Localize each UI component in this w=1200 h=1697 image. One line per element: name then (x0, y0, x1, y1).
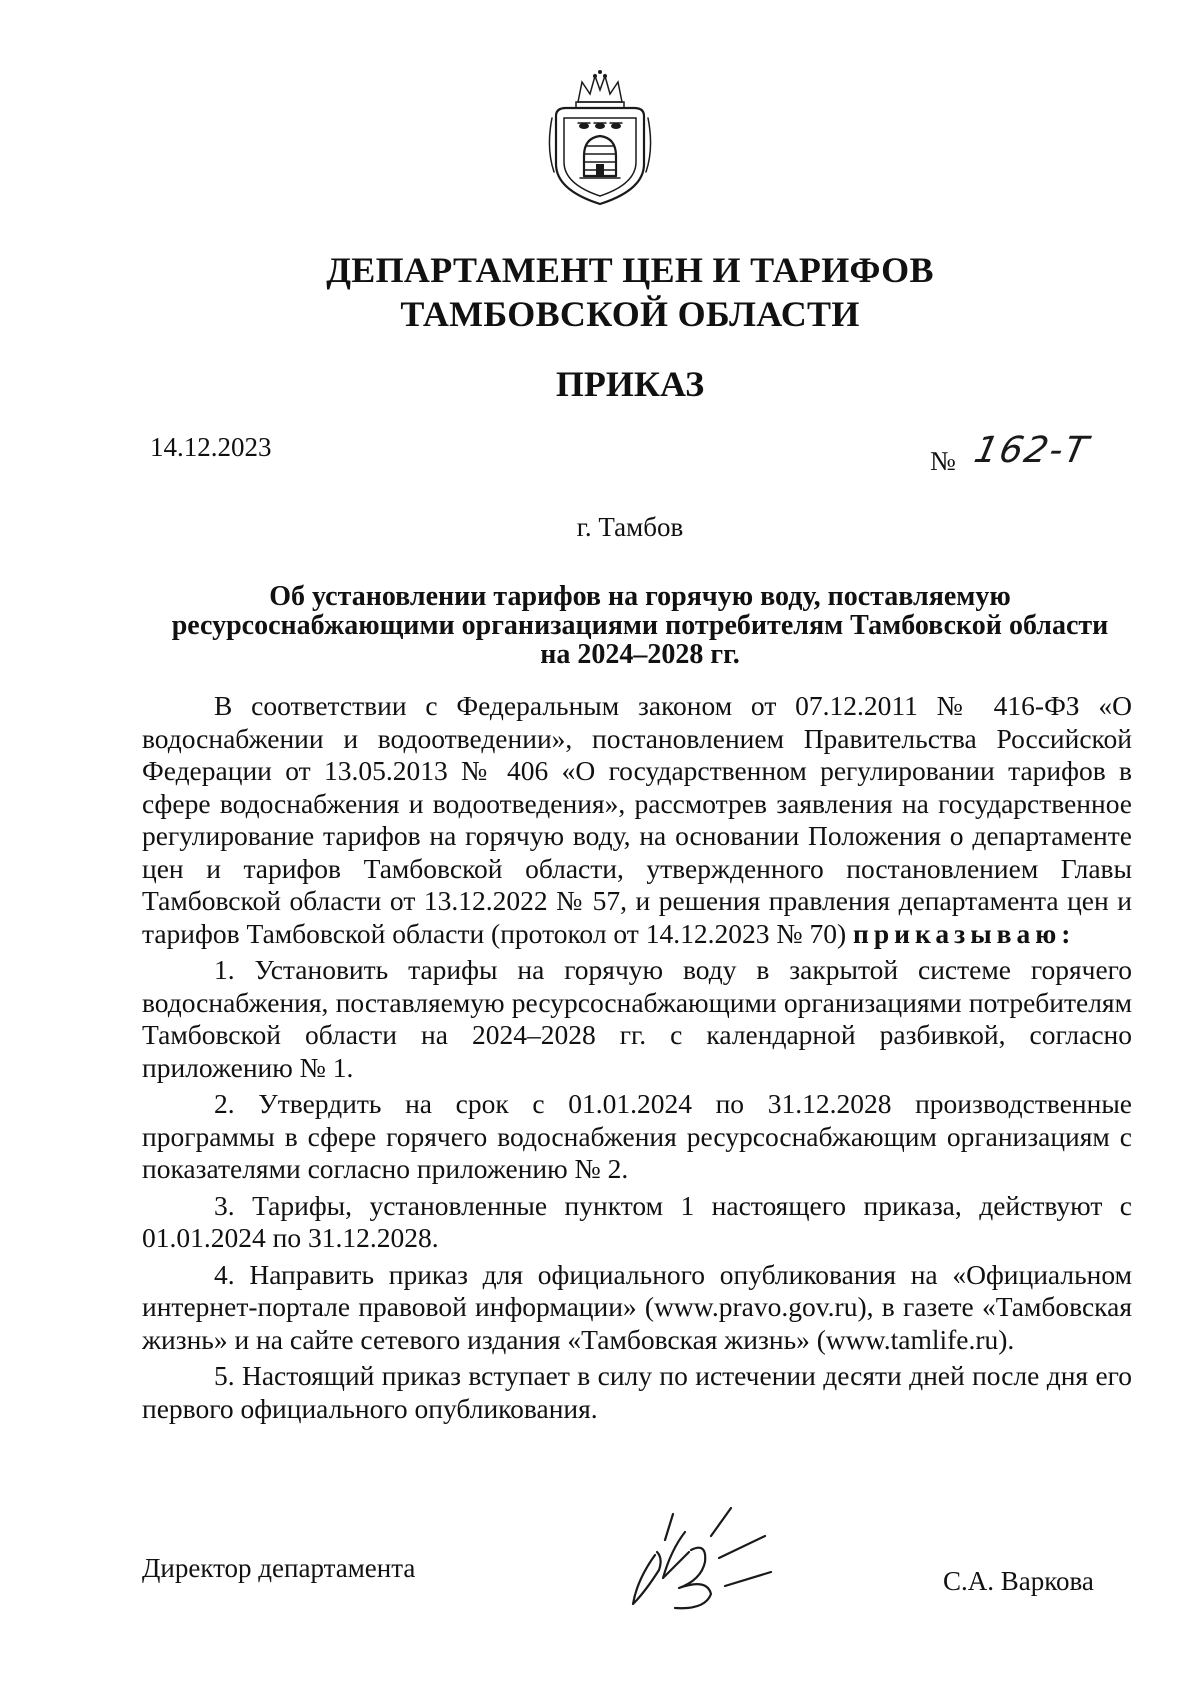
tambov-coat-of-arms-icon (540, 68, 660, 208)
department-name-line1: ДЕПАРТАМЕНТ ЦЕН И ТАРИФОВ (326, 250, 934, 290)
order-city: г. Тамбов (576, 512, 684, 542)
handwritten-signature-icon (615, 1500, 805, 1620)
order-item-2: 2. Утвердить на срок с 01.01.2024 по 31.12.2028 производственные программы в сфере горячего водоснабжения ресурсоснабжающим организациям с показателями согласно приложению № 2. (142, 1088, 1132, 1184)
order-word: приказываю: (852, 917, 1076, 949)
subject-line1: Об установлении тарифов на горячую воду, поставляемую (269, 581, 1011, 612)
order-date: 14.12.2023 (150, 432, 272, 462)
preamble-text: В соответствии с Федеральным законом от 07.12.2011 № 416-ФЗ «О водоснабжении и водоотведении», постановлением Правительства Российской Федерации от 13.05.2013 № 406 «О государственном регулировании тарифов в сфере водоснабжения и водоотведения», рассмотрев заявления на государственное регулирование тарифов на горячую воду, на основании Положения о департаменте цен и тарифов Тамбовской области, утвержденного постановлением Главы Тамбовской области от 13.12.2022 № 57, и решения правления департамента цен и тарифов Тамбовской области (протокол от 14.12.2023 № 70) (142, 690, 1132, 949)
order-number-label: № (930, 446, 956, 476)
order-item-5: 5. Настоящий приказ вступает в силу по истечении десяти дней после дня его первого официального опубликования. (142, 1360, 1132, 1424)
order-item-4: 4. Направить приказ для официального опубликования на «Официальном интернет-портале правовой информации» (www.pravo.gov.ru), в газете «Тамбовская жизнь» и на сайте сетевого издания «Тамбовская жизнь» (www.tamlife.ru). (142, 1258, 1132, 1355)
document-type-title: ПРИКАЗ (555, 364, 705, 404)
order-subject (150, 582, 1130, 669)
department-name-line2: ТАМБОВСКОЙ ОБЛАСТИ (400, 294, 860, 334)
subject-line3: на 2024–2028 гг. (540, 639, 740, 670)
order-number-handwritten: 162-Т (970, 430, 1094, 471)
signer-role: Директор департамента (142, 1553, 416, 1583)
preamble-paragraph (142, 690, 1132, 950)
subject-line2: ресурсоснабжающими организациями потребителям Тамбовской области (171, 610, 1109, 641)
order-item-1: 1. Установить тарифы на горячую воду в закрытой системе горячего водоснабжения, поставляемую ресурсоснабжающими организациями потребителям Тамбовской области на 2024–2028 гг. с календарной разбивкой, согласно приложению № 1. (142, 954, 1132, 1083)
order-body (142, 690, 1132, 1425)
signer-name: С.А. Варкова (943, 1566, 1094, 1596)
order-item-3: 3. Тарифы, установленные пунктом 1 настоящего приказа, действуют с 01.01.2024 по 31.12.2028. (142, 1189, 1132, 1253)
